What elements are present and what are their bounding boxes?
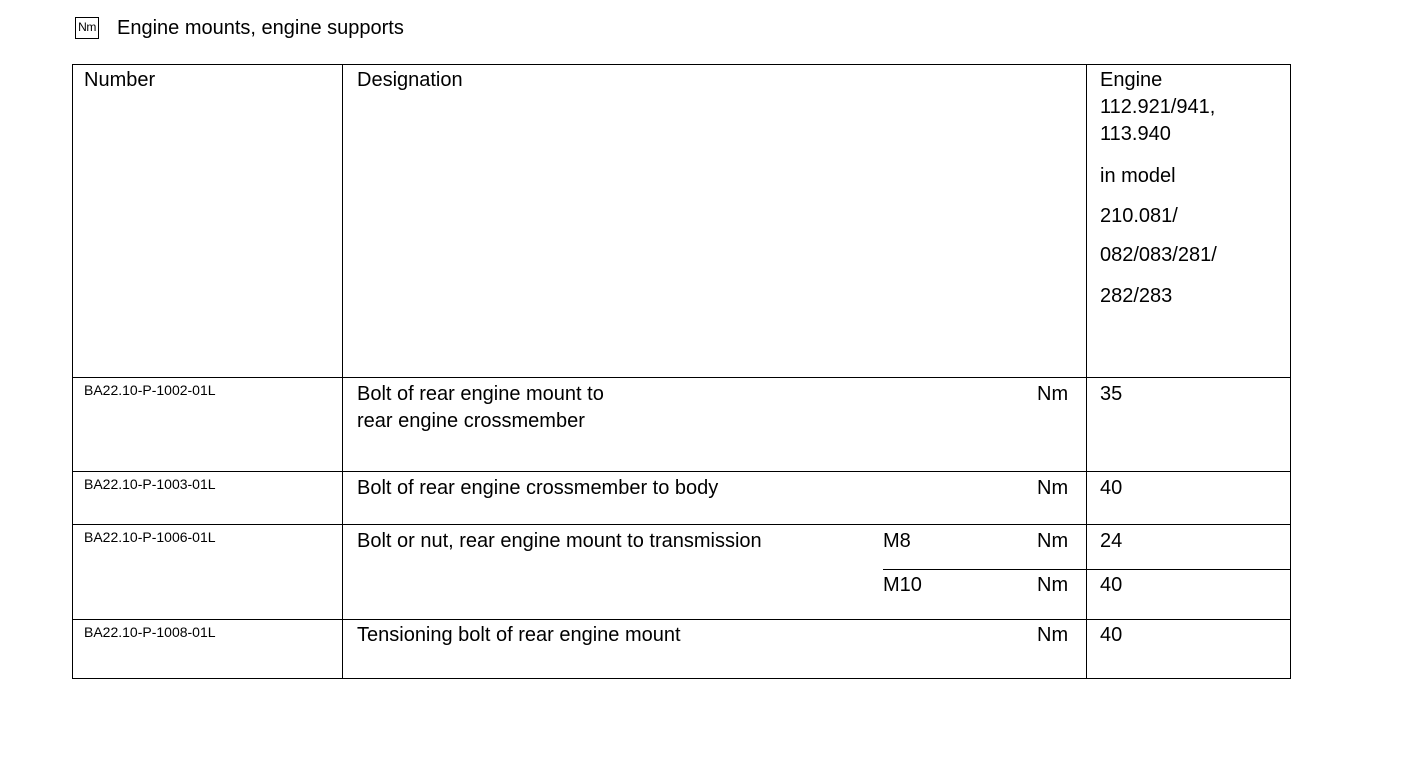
row-number: BA22.10-P-1002-01L — [84, 382, 216, 398]
row-unit: Nm — [1037, 383, 1069, 405]
torque-nm-icon: Nm — [75, 17, 99, 39]
model-code-line: 082/083/281/ — [1100, 244, 1217, 266]
model-code-line: 282/283 — [1100, 285, 1173, 307]
row-divider — [73, 619, 1290, 620]
row-value: 40 — [1100, 574, 1123, 596]
engine-code-line: 112.921/941, — [1100, 96, 1216, 118]
row-value: 40 — [1100, 477, 1123, 499]
sub-row-divider — [883, 569, 1290, 570]
row-number: BA22.10-P-1008-01L — [84, 624, 216, 640]
model-label: in model — [1100, 165, 1176, 187]
row-unit: Nm — [1037, 624, 1069, 646]
column-divider — [1086, 65, 1087, 678]
row-unit: Nm — [1037, 574, 1069, 596]
row-divider — [73, 377, 1290, 378]
row-value: 40 — [1100, 624, 1123, 646]
row-divider — [73, 471, 1290, 472]
row-number: BA22.10-P-1006-01L — [84, 529, 216, 545]
row-value: 35 — [1100, 383, 1123, 405]
row-designation: Bolt of rear engine mount to — [357, 383, 604, 405]
row-value: 24 — [1100, 530, 1123, 552]
engine-code-line: 113.940 — [1100, 123, 1171, 145]
section-header — [75, 14, 404, 42]
column-header-designation: Designation — [357, 69, 463, 91]
bolt-size: M8 — [883, 530, 911, 552]
row-unit: Nm — [1037, 477, 1069, 499]
torque-table — [72, 64, 1291, 679]
row-designation: Bolt of rear engine crossmember to body — [357, 477, 719, 499]
row-number: BA22.10-P-1003-01L — [84, 476, 216, 492]
column-header-number: Number — [84, 69, 156, 91]
column-divider — [342, 65, 343, 678]
page-title: Engine mounts, engine supports — [117, 16, 404, 39]
model-code-line: 210.081/ — [1100, 205, 1178, 227]
row-designation: rear engine crossmember — [357, 410, 585, 432]
column-header-engine: Engine — [1100, 69, 1163, 91]
row-divider — [73, 524, 1290, 525]
bolt-size: M10 — [883, 574, 922, 596]
row-unit: Nm — [1037, 530, 1069, 552]
row-designation: Tensioning bolt of rear engine mount — [357, 624, 681, 646]
row-designation: Bolt or nut, rear engine mount to transmission — [357, 530, 762, 552]
